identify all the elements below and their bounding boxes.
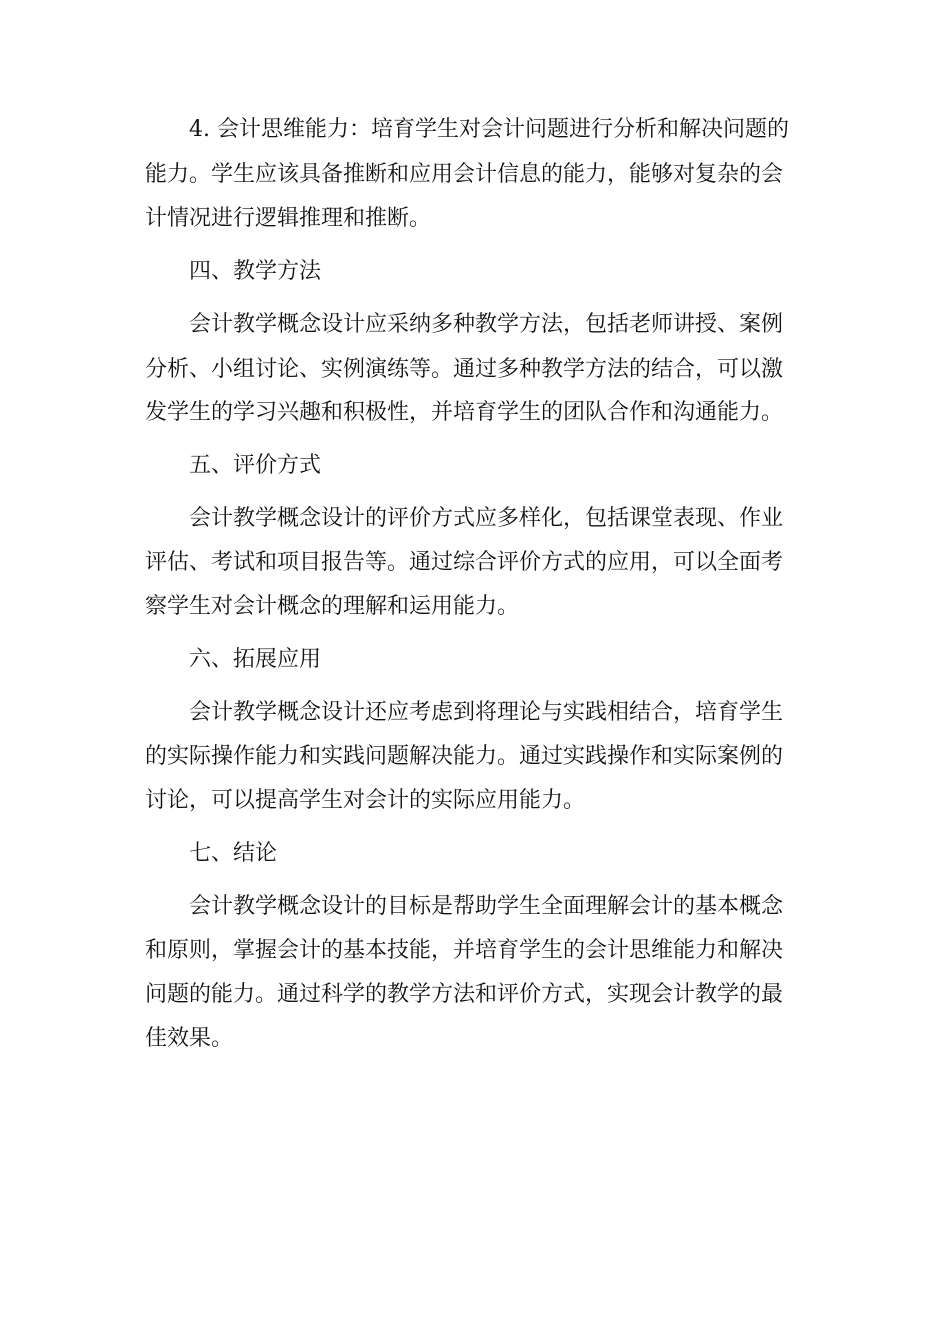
ability-4-line-2: 能力。学生应该具备推断和应用会计信息的能力，能够对复杂的会 — [145, 162, 784, 187]
section-heading-extension: 六、拓展应用 — [189, 647, 322, 672]
section-heading-teaching-methods: 四、教学方法 — [189, 259, 322, 284]
extension-line-2: 的实际操作能力和实践问题解决能力。通过实践操作和实际案例的 — [145, 744, 784, 769]
conclusion-line-1: 会计教学概念设计的目标是帮助学生全面理解会计的基本概念 — [189, 894, 784, 919]
ability-4-line-1: 4. 会计思维能力：培育学生对会计问题进行分析和解决问题的 — [189, 117, 789, 142]
evaluation-line-2: 评估、考试和项目报告等。通过综合评价方式的应用，可以全面考 — [145, 550, 784, 575]
teaching-methods-line-2: 分析、小组讨论、实例演练等。通过多种教学方法的结合，可以激 — [145, 357, 784, 382]
section-heading-conclusion: 七、结论 — [189, 841, 278, 866]
teaching-methods-line-3: 发学生的学习兴趣和积极性，并培育学生的团队合作和沟通能力。 — [145, 400, 784, 425]
extension-line-1: 会计教学概念设计还应考虑到将理论与实践相结合，培育学生 — [189, 700, 784, 725]
teaching-methods-line-1: 会计教学概念设计应采纳多种教学方法，包括老师讲授、案例 — [189, 312, 784, 337]
evaluation-line-1: 会计教学概念设计的评价方式应多样化，包括课堂表现、作业 — [189, 506, 784, 531]
extension-line-3: 讨论，可以提高学生对会计的实际应用能力。 — [145, 788, 586, 813]
section-heading-evaluation: 五、评价方式 — [189, 453, 322, 478]
conclusion-line-3: 问题的能力。通过科学的教学方法和评价方式，实现会计教学的最 — [145, 982, 784, 1007]
conclusion-line-4: 佳效果。 — [145, 1026, 234, 1051]
evaluation-line-3: 察学生对会计概念的理解和运用能力。 — [145, 594, 520, 619]
ability-4-line-3: 计情况进行逻辑推理和推断。 — [145, 206, 432, 231]
conclusion-line-2: 和原则，掌握会计的基本技能，并培育学生的会计思维能力和解决 — [145, 938, 784, 963]
